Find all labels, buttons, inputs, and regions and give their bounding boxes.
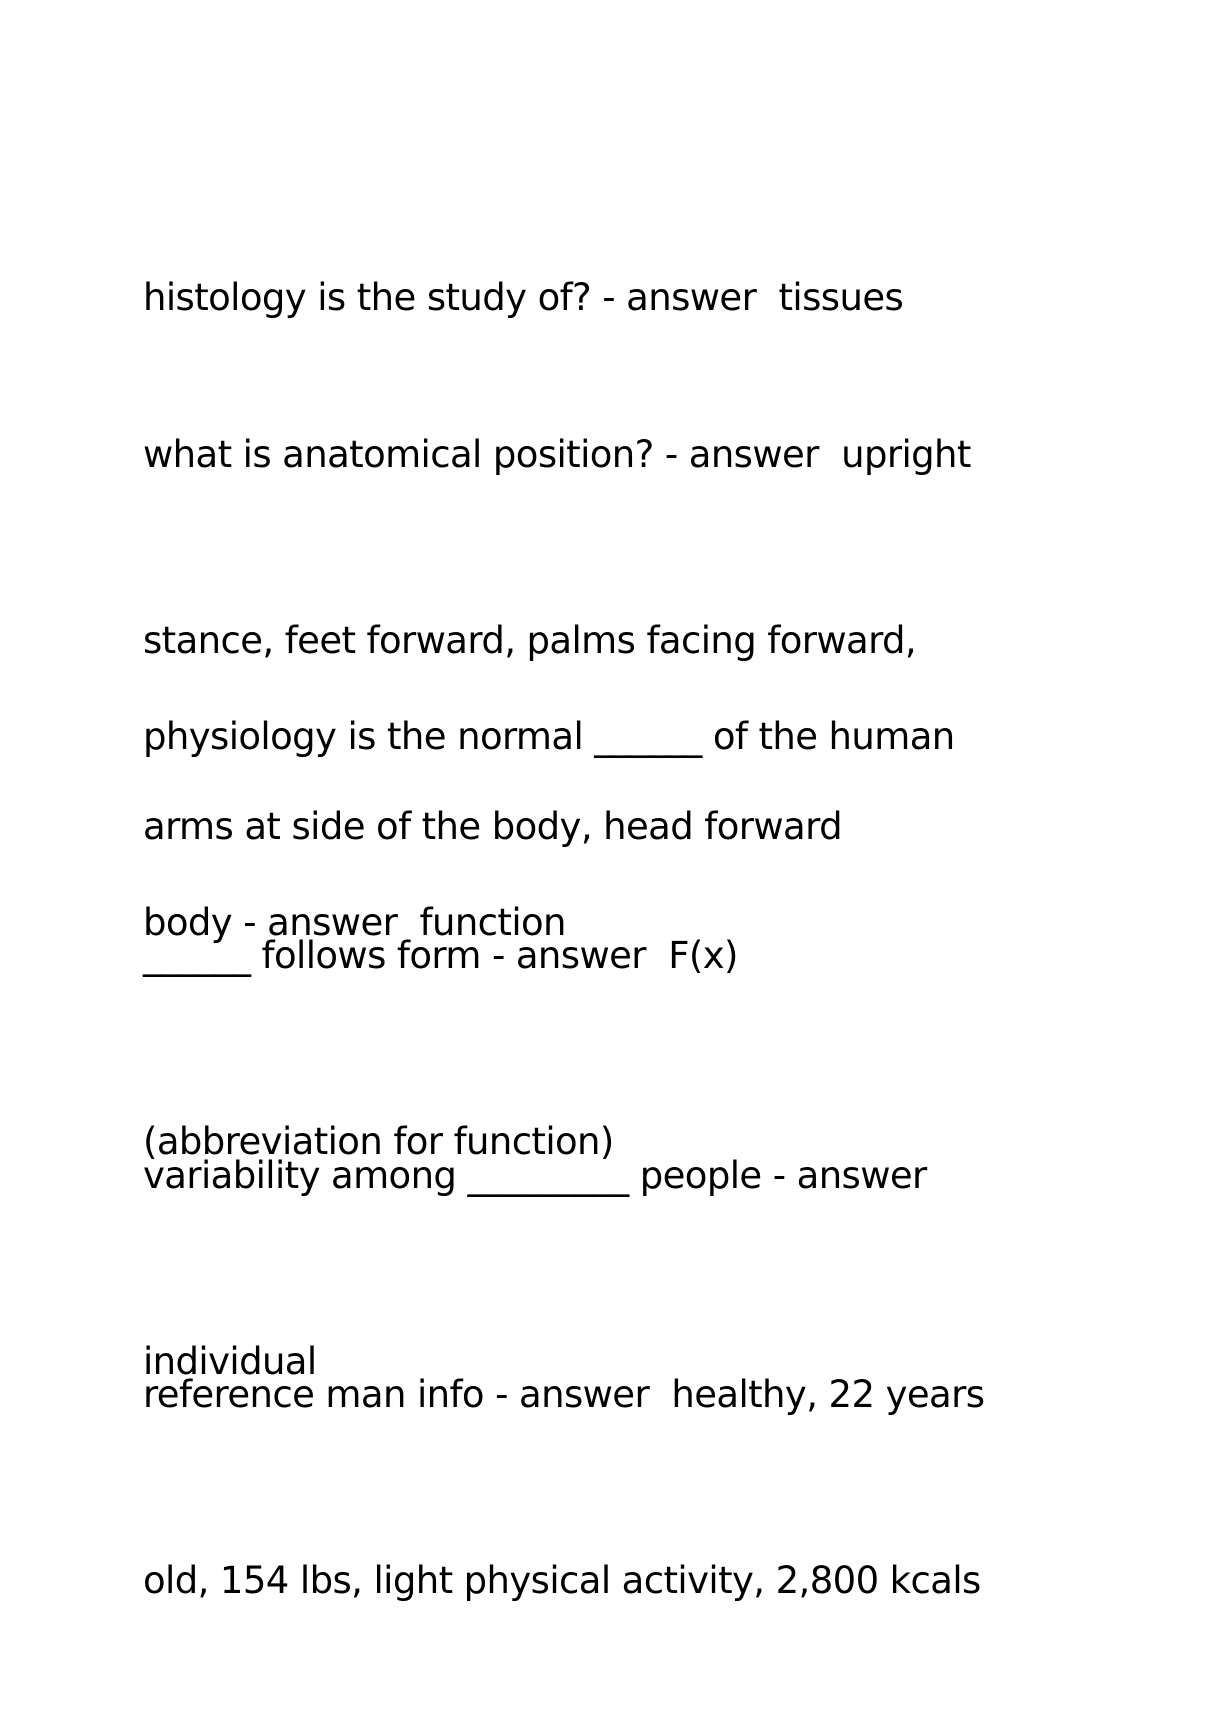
- text-line: body - answer function: [143, 901, 566, 944]
- text-line: old, 154 lbs, light physical activity, 2,800 kcals: [143, 1559, 981, 1602]
- text-line: (abbreviation for function): [143, 1120, 614, 1163]
- text-line: stance, feet forward, palms facing forward,: [143, 619, 917, 662]
- text-line: ______ follows form - answer F(x): [143, 934, 738, 977]
- text-line: variability among _________ people - answer: [143, 1154, 927, 1197]
- text-line: arms at side of the body, head forward: [143, 805, 842, 848]
- text-line: reference man info - answer healthy, 22 years: [143, 1373, 985, 1416]
- text-line: physiology is the normal ______ of the human: [143, 715, 955, 758]
- qa-item-reference-man: [143, 1240, 1063, 1736]
- text-line: what is anatomical position? - answer upright: [143, 433, 971, 476]
- text-line: histology is the study of? - answer tissues: [143, 276, 904, 319]
- text-line: individual: [143, 1340, 317, 1383]
